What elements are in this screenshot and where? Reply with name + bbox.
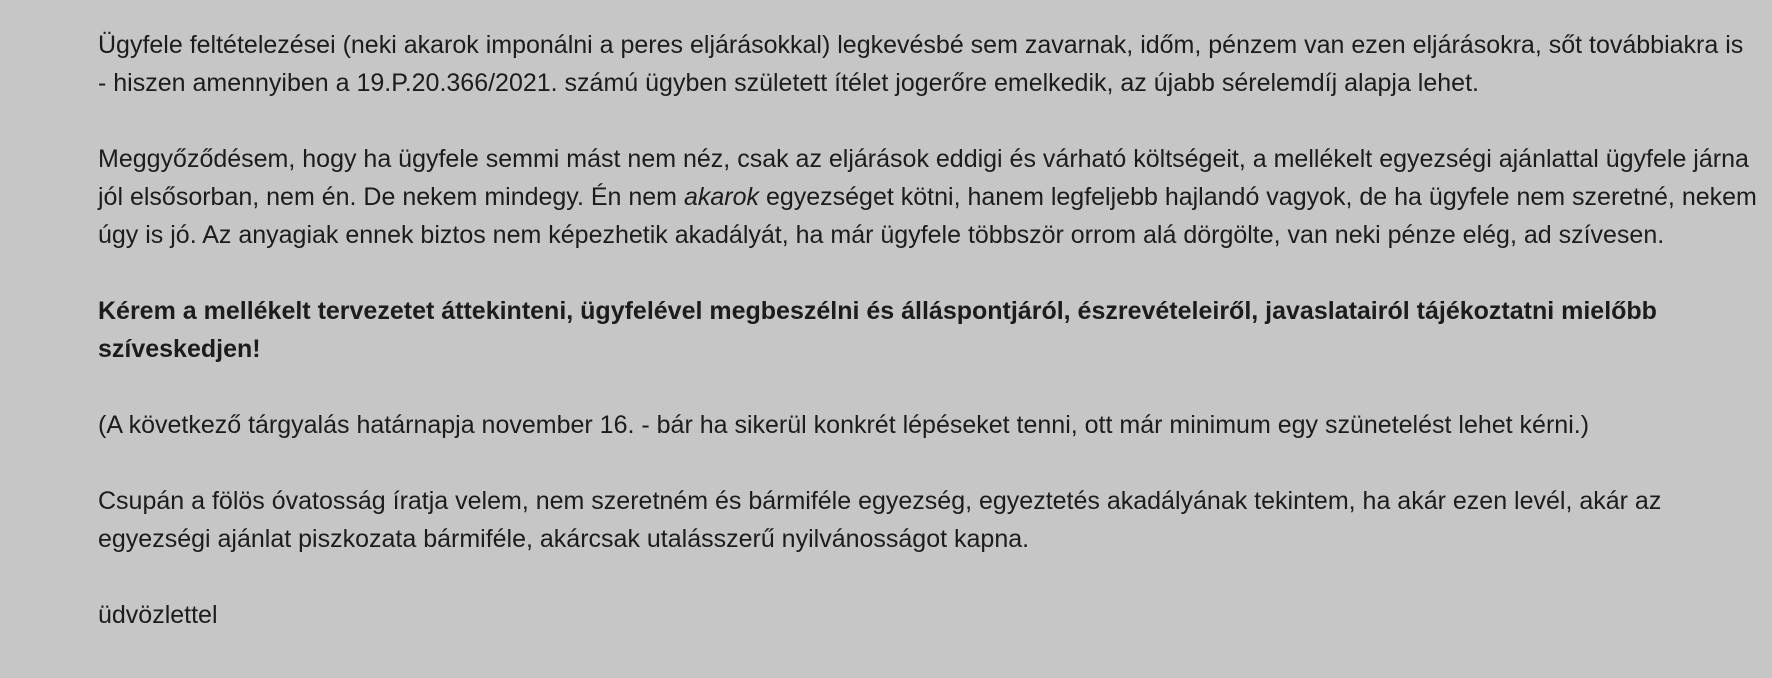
paragraph-settlement-opinion xyxy=(98,140,1758,254)
email-body xyxy=(98,26,1758,634)
paragraph-text: egyezséget kötni, hanem legfeljebb hajlandó vagyok, de ha ügyfele nem szeretné, nekem úgy is jó. Az anyagiak ennek biztos nem képezhetik akadályát, ha már ügyfele többször orrom alá dörgölte, van neki pénze elég, ad szívesen. xyxy=(98,183,1757,249)
closing-greeting: üdvözlettel xyxy=(98,601,218,629)
emphasized-word: akarok xyxy=(683,183,759,211)
paragraph-assumptions: Ügyfele feltételezései (neki akarok imponálni a peres eljárásokkal) legkevésbé sem zavarnak, időm, pénzem van ezen eljárásokra, sőt továbbiakra is - hiszen amennyiben a 19.P.20.366/2021. számú ügyben született ítélet jogerőre emelkedik, az újabb sérelemdíj alapja lehet. xyxy=(98,31,1744,97)
paragraph-text: Meggyőződésem, hogy ha ügyfele semmi mást nem néz, csak az eljárások eddigi és várható költségeit, a mellékelt egyezségi ajánlattal ügyfele járna jól elsősorban, nem én. De nekem mindegy. Én nem xyxy=(98,145,1749,211)
paragraph-next-hearing: (A következő tárgyalás határnapja november 16. - bár ha sikerül konkrét lépéseket tenni, ott már minimum egy szünetelést lehet kérni.) xyxy=(98,411,1590,439)
paragraph-request: Kérem a mellékelt tervezetet áttekinteni, ügyfelével megbeszélni és álláspontjáról, észrevételeiről, javaslatairól tájékoztatni mielőbb szíveskedjen! xyxy=(98,297,1657,363)
paragraph-confidentiality: Csupán a fölös óvatosság íratja velem, nem szeretném és bármiféle egyezség, egyeztetés akadályának tekintem, ha akár ezen levél, akár az egyezségi ajánlat piszkozata bármiféle, akárcsak utalásszerű nyilvánosságot kapna. xyxy=(98,487,1662,553)
